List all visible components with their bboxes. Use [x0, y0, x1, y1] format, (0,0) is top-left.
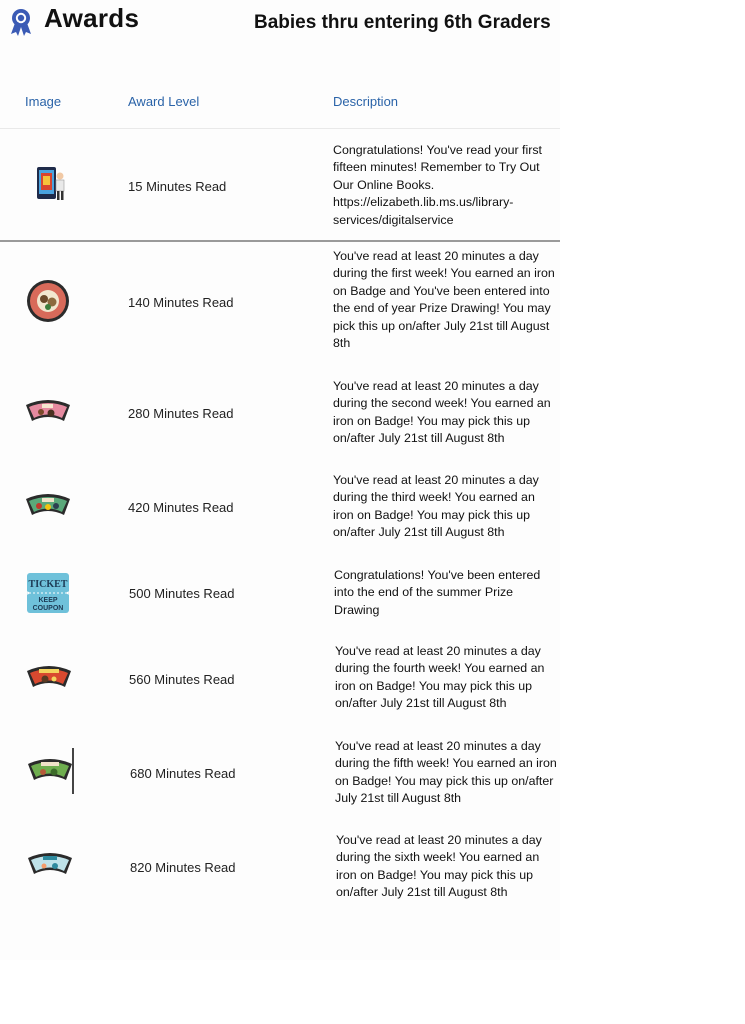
ticket-top-text: TICKET: [28, 579, 68, 590]
table-row: [0, 142, 560, 232]
header-divider: [0, 128, 560, 129]
table-row: [0, 472, 560, 547]
table-row: [0, 248, 560, 358]
award-description: Congratulations! You've been entered into the end of the summer Prize Drawing: [334, 568, 541, 617]
table-row: [0, 643, 560, 718]
award-level: 820 Minutes Read: [130, 860, 236, 875]
award-description: You've read at least 20 minutes a day during the fourth week! You earned an iron on Badge! You may pick this up on/after July 21st till August 8th: [335, 644, 545, 711]
column-header-award-level[interactable]: Award Level: [128, 94, 200, 109]
award-description: You've read at least 20 minutes a day during the first week! You earned an iron on Badge and You've been entered into the end of year Prize Drawing! You may pick this up on/after July 21st till August 8th: [333, 249, 555, 351]
award-level: 560 Minutes Read: [129, 672, 235, 687]
award-description: You've read at least 20 minutes a day during the third week! You earned an iron on Badge! You may pick this up on/after July 21st till August 8th: [333, 473, 539, 540]
habitats-badge-icon: [26, 758, 74, 784]
column-header-description[interactable]: Description: [333, 94, 399, 109]
award-level: 420 Minutes Read: [128, 500, 234, 515]
table-row: [0, 567, 560, 627]
award-description: You've read at least 20 minutes a day during the sixth week! You earned an iron on Badge! You may pick this up on/after July 21st till August 8th: [336, 833, 542, 900]
table-row: [0, 832, 560, 907]
award-level: 680 Minutes Read: [130, 766, 236, 781]
pets-badge-icon: [24, 399, 72, 425]
animal-welfare-advocate-badge-icon: [25, 278, 71, 324]
award-description: Congratulations! You've read your first fifteen minutes! Remember to Try Out Our Online Books. https://elizabeth.lib.ms.us/library-services/digitalservice: [333, 143, 543, 227]
table-row: [0, 378, 560, 453]
award-level: 500 Minutes Read: [129, 586, 235, 601]
page-header: [0, 0, 745, 50]
award-ribbon-icon: [8, 8, 34, 36]
endangered-badge-icon: [25, 665, 73, 691]
ticket-coupon-text: COUPON: [32, 605, 64, 612]
sea-life-badge-icon: [26, 852, 74, 878]
ticket-keep-text: KEEP: [38, 597, 58, 604]
award-level: 140 Minutes Read: [128, 295, 234, 310]
page-subtitle: Babies thru entering 6th Graders: [254, 12, 551, 33]
table-row: [0, 738, 560, 813]
birds-badge-icon: [24, 493, 72, 519]
column-header-image[interactable]: Image: [25, 94, 62, 109]
award-level: 280 Minutes Read: [128, 406, 234, 421]
scan-mark: [72, 748, 74, 794]
award-description: You've read at least 20 minutes a day during the fifth week! You earned an iron on Badge! You may pick this up on/after July 21st till August 8th: [335, 739, 557, 806]
award-level: 15 Minutes Read: [128, 179, 227, 194]
row-divider: [0, 240, 560, 242]
ticket-icon: [26, 572, 70, 614]
award-description: You've read at least 20 minutes a day during the second week! You earned an iron on Badge! You may pick this up on/after July 21st till August 8th: [333, 379, 551, 446]
page-title: Awards: [44, 3, 140, 33]
tablet-book-icon: [36, 166, 66, 202]
